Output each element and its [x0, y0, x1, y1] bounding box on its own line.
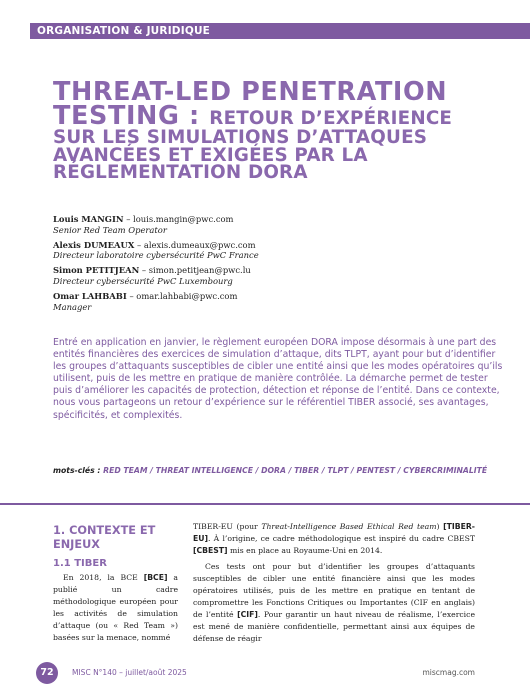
- issue-label: MISC N°140 – juillet/août 2025: [72, 668, 187, 677]
- body-paragraph: [53, 572, 178, 644]
- article-abstract: Entré en application en janvier, le règlement européen DORA impose désormais à une part des entités financières des exercices de simulation d’attaque, dits TLPT, ayant pour but d’identifier les groupes d’attaquants susceptibles de cibler une entité ainsi que les modes opératoires qu’ils utilisent, puis de les mettre en pratique de manière contrôlée. La démarche permet de tester puis d’améliorer les capacités de protection, détection et réponse de l’entité. Dans ce contexte, nous vous partageons un retour d’expérience sur le référentiel TIBER associé, ses avantages, spécificités, et complexités.: [53, 337, 503, 421]
- body-paragraph: [193, 521, 475, 557]
- text-run: TIBER-EU (pour: [193, 522, 262, 531]
- text-run: . À l’origine, ce cadre méthodologique est inspiré du cadre CBEST: [208, 534, 475, 544]
- title-line-2a: TESTING :: [53, 101, 210, 132]
- author-entry: [53, 214, 493, 236]
- section-header-label: ORGANISATION & JURIDIQUE: [37, 25, 211, 37]
- section-header-bar: [30, 23, 530, 39]
- keywords-list: RED TEAM / THREAT INTELLIGENCE / DORA / TIBER / TLPT / PENTEST / CYBERCRIMINALITÉ: [103, 466, 488, 475]
- subsection-heading: 1.1 TIBER: [53, 558, 107, 569]
- text-run: Ces tests ont pour but d’identifier les groupes d’attaquants susceptibles de cibler une entité financière ainsi que les modes opératoires utilisés, puis de les mettre en pratique en tentant de compromettre les Fonctions Critiques ou Importantes (CIF en anglais) de l’entité: [193, 562, 475, 620]
- article-title: [53, 77, 503, 184]
- title-line-2b: RETOUR D’EXPÉRIENCE: [209, 108, 453, 130]
- title-line-1: THREAT-LED PENETRATION: [53, 77, 448, 107]
- author-entry: [53, 291, 493, 313]
- page-number-badge: 72: [36, 662, 58, 684]
- author-email[interactable]: – louis.mangin@pwc.com: [123, 214, 234, 224]
- author-list: [53, 214, 493, 316]
- reference-tiber-eu: [TIBER-EU]: [193, 522, 475, 544]
- body-paragraph: [193, 561, 475, 645]
- column-left: [53, 524, 178, 644]
- text-run: a publié un cadre méthodologique européen pour les activités de simulation d’attaque (ou « Red Team ») basées sur la menace, nommé: [53, 573, 178, 643]
- author-role: Directeur cybersécurité PwC Luxembourg: [53, 275, 233, 286]
- author-email[interactable]: – alexis.dumeaux@pwc.com: [134, 239, 256, 250]
- author-name: Louis MANGIN: [53, 214, 124, 224]
- author-name: Simon PETITJEAN: [53, 265, 140, 276]
- section-divider: [0, 503, 530, 505]
- author-role: Directeur laboratoire cybersécurité PwC France: [53, 250, 259, 261]
- text-run: ): [436, 522, 444, 531]
- page-footer: [30, 662, 480, 684]
- section-heading: 1. CONTEXTE ET ENJEUX: [53, 524, 156, 551]
- reference-cif: [CIF]: [237, 610, 258, 620]
- author-role: Senior Red Team Operator: [53, 224, 167, 235]
- title-line-3: SUR LES SIMULATIONS D’ATTAQUES: [53, 126, 428, 148]
- author-entry: [53, 265, 493, 287]
- author-entry: [53, 240, 493, 262]
- title-line-4: AVANCÉES ET EXIGÉES PAR LA: [53, 144, 368, 166]
- reference-cbest: [CBEST]: [193, 546, 228, 556]
- author-email[interactable]: – simon.petitjean@pwc.lu: [139, 265, 251, 276]
- site-link[interactable]: miscmag.com: [422, 668, 475, 677]
- text-run: . Pour garantir un haut niveau de réalisme, l’exercice est mené de manière confidentielle, permettant ainsi aux équipes de défense de réagir: [193, 610, 475, 644]
- column-right: [193, 521, 475, 649]
- keywords-label: mots-clés :: [53, 466, 104, 475]
- text-run: En 2018, la BCE: [63, 573, 144, 582]
- keywords-line: [53, 466, 513, 475]
- author-name: Alexis DUMEAUX: [53, 239, 135, 250]
- reference-bce: [BCE]: [143, 573, 168, 582]
- author-role: Manager: [53, 301, 92, 312]
- author-email[interactable]: – omar.lahbabi@pwc.com: [126, 290, 238, 301]
- author-name: Omar LAHBABI: [53, 290, 127, 301]
- title-line-5: RÉGLEMENTATION DORA: [53, 162, 308, 184]
- text-italic: Threat-Intelligence Based Ethical Red team: [261, 522, 437, 531]
- text-run: mis en place au Royaume-Uni en 2014.: [227, 546, 383, 556]
